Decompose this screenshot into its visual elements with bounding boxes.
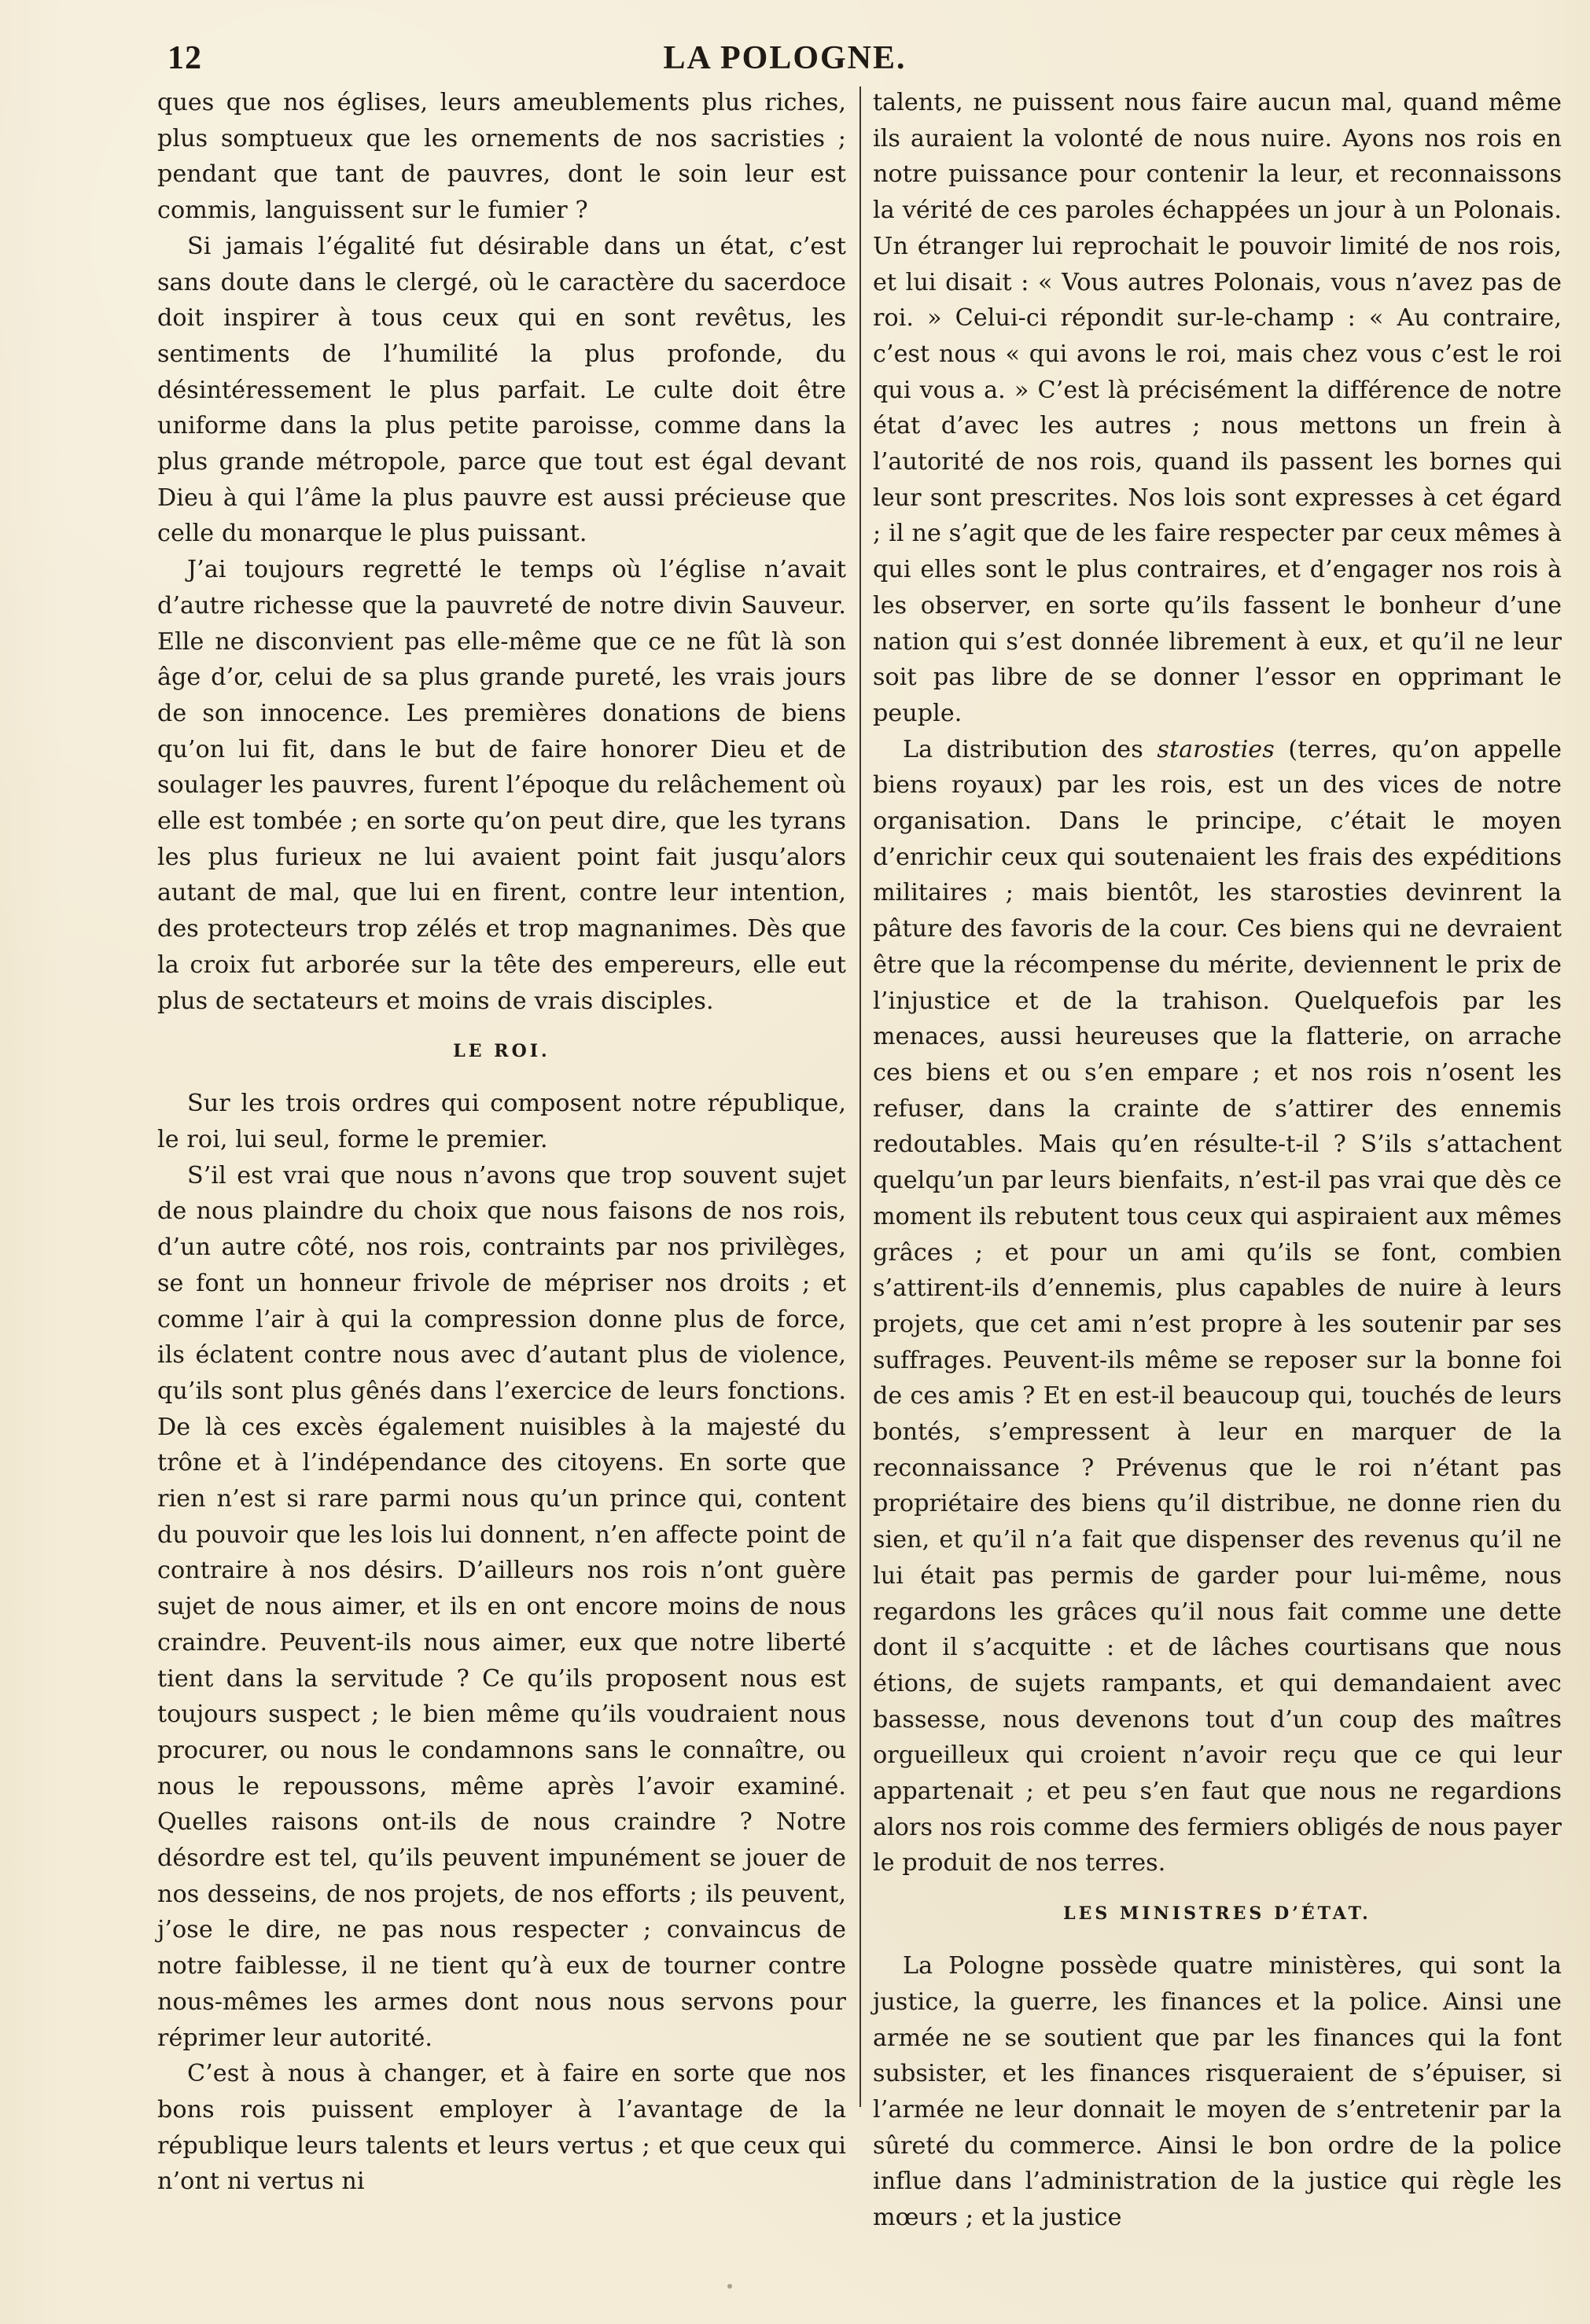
running-title: LA POLOGNE.	[663, 40, 907, 76]
right-paragraph-2-start: La distribution des	[903, 735, 1158, 763]
right-paragraph-2	[873, 732, 1562, 1882]
column-divider	[859, 86, 861, 2107]
left-paragraph-3: J’ai toujours regretté le temps où l’église n’avait d’autre richesse que la pauvreté de notre divin Sauveur. Elle ne disconvient pas elle-même que ce ne fût là son âge d’or, celui de sa plus grande pureté, les vrais jours de son innocence. Les premières donations de biens qu’on lui fit, dans le but de faire honorer Dieu et de soulager les pauvres, furent l’époque du relâchement où elle est tombée ; en sorte qu’on peut dire, que les tyrans les plus furieux ne lui avaient point fait jusqu’alors autant de mal, que lui en firent, contre leur intention, des protecteurs trop zélés et trop magnanimes. Dès que la croix fut arborée sur la tête des empereurs, elle eut plus de sectateurs et moins de vrais disciples.	[157, 556, 846, 1015]
starosties-term: starosties	[1157, 735, 1275, 763]
left-column	[157, 85, 846, 2196]
right-paragraph-1: talents, ne puissent nous faire aucun mal, quand même ils auraient la volonté de nous nuire. Ayons nos rois en notre puissance pour contenir la leur, et reconnaissons la vérité de ces paroles échappées un jour à un Polonais. Un étranger lui reprochait le pouvoir limité de nos rois, et lui disait : « Vous autres Polonais, vous n’avez pas de roi. » Celui-ci répondit sur-le-champ : « Au contraire, c’est nous « qui avons le roi, mais chez vous c’est le roi qui vous a. » C’est là précisément la différence de notre état d’avec les autres ; nous mettons un frein à l’autorité de nos rois, quand ils passent les bornes qui leur sont prescrites. Nos lois sont expresses à cet égard ; il ne s’agit que de les faire respecter par ceux mêmes à qui elles sont le plus contraires, et d’engager nos rois à les observer, en sorte qu’ils fassent le bonheur d’une nation qui s’est donnée librement à eux, et qu’il ne leur soit pas libre de se donner l’essor en opprimant le peuple.	[873, 89, 1562, 727]
page-number: 12	[167, 40, 202, 76]
section-heading-le-roi: LE ROI.	[453, 1041, 550, 1062]
left-paragraph-5: S’il est vrai que nous n’avons que trop souvent sujet de nous plaindre du choix que nous faisons de nos rois, d’un autre côté, nos rois, contraints par nos privilèges, se font un honneur frivole de mépriser nos droits ; et comme l’air à qui la compression donne plus de force, ils éclatent contre nous avec d’autant plus de violence, qu’ils sont plus gênés dans l’exercice de leurs fonctions. De là ces excès également nuisibles à la majesté du trône et à l’indépendance des citoyens. En sorte que rien n’est si rare parmi nous qu’un prince qui, content du pouvoir que les lois lui donnent, n’en affecte point de contraire à nos désirs. D’ailleurs nos rois n’ont guère sujet de nous aimer, et ils en ont encore moins de nous craindre. Peuvent-ils nous aimer, eux que notre liberté tient dans la servitude ? Ce qu’ils proposent nous est toujours suspect ; le bien même qu’ils voudraient nous procurer, ou nous le condamnons sans le connaître, ou nous le repoussons, même après l’avoir examiné. Quelles raisons ont-ils de nous craindre ? Notre désordre est tel, qu’ils peuvent impunément se jouer de nos desseins, de nos projets, de nos efforts ; ils peuvent, j’ose le dire, ne pas nous respecter ; convaincus de notre faiblesse, il ne tient qu’à eux de tourner contre nous-mêmes les armes dont nous nous servons pour réprimer leur autorité.	[157, 1161, 846, 2052]
page-header	[167, 36, 1402, 80]
left-paragraph-6: C’est à nous à changer, et à faire en sorte que nos bons rois puissent employer à l’avantage de la république leurs talents et leurs vertus ; et que ceux qui n’ont ni vertus ni	[157, 2060, 846, 2196]
right-paragraph-3: La Pologne possède quatre ministères, qui sont la justice, la guerre, les finances et la police. Ainsi une armée ne se soutient que par les finances qui la font subsister, et les finances risqueraient de s’épuiser, si l’armée ne leur donnait le moyen de s’entretenir par la sûreté du commerce. Ainsi le bon ordre de la police influe dans l’administration de la justice qui règle les mœurs ; et la justice	[873, 1952, 1562, 2232]
paper-speck	[727, 2284, 732, 2289]
section-heading-ministres-d-etat: LES MINISTRES D’ÉTAT.	[1063, 1903, 1371, 1925]
text-columns	[157, 85, 1562, 2232]
left-paragraph-2: Si jamais l’égalité fut désirable dans un état, c’est sans doute dans le clergé, où le caractère du sacerdoce doit inspirer à tous ceux qui en sont revêtus, les sentiments de l’humilité la plus profonde, du désintéressement le plus parfait. Le culte doit être uniforme dans la plus petite paroisse, comme dans la plus grande métropole, parce que tout est égal devant Dieu à qui l’âme la plus pauvre est aussi précieuse que celle du monarque le plus puissant.	[157, 232, 846, 548]
right-column	[873, 85, 1562, 2232]
left-paragraph-4: Sur les trois ordres qui composent notre république, le roi, lui seul, forme le premier.	[157, 1090, 846, 1153]
right-paragraph-2-end: (terres, qu’on appelle biens royaux) par les rois, est un des vices de notre organisation. Dans le principe, c’était le moyen d’enrichir ceux qui soutenaient les frais des expéditions militaires ; mais bientôt, les starosties devinrent la pâture des favoris de la cour. Ces biens qui ne devraient être que la récompense du mérite, deviennent le prix de l’injustice et de la trahison. Quelquefois par les menaces, aussi heureuses que la flatterie, on arrache ces biens et ou s’en empare ; et nos rois n’osent les refuser, dans la crainte de s’attirer des ennemis redoutables. Mais qu’en résulte-t-il ? S’ils s’attachent quelqu’un par leurs bienfaits, n’est-il pas vrai que dès ce moment ils rebutent tous ceux qui aspiraient aux mêmes grâces ; et pour un ami qu’ils se font, combien s’attirent-ils d’ennemis, plus capables de nuire à leurs projets, que cet ami n’est propre à les soutenir par ses suffrages. Peuvent-ils même se reposer sur la bonne foi de ces amis ? Et en est-il beaucoup qui, touchés de leurs bontés, s’empressent à leur en marquer de la reconnaissance ? Prévenus que le roi n’étant pas propriétaire des biens qu’il distribue, ne donne rien du sien, et qu’il n’a fait que dispenser des revenus qu’il ne lui était pas permis de garder pour lui-même, nous regardons les grâces qu’il nous fait comme une dette dont il s’acquitte : et de lâches courtisans que nous étions, de sujets rampants, et qui demandaient avec bassesse, nous devenons tout d’un coup des maîtres orgueilleux qui croient n’avoir reçu que ce qui leur appartenait ; et peu s’en faut que nous ne regardions alors nos rois comme des fermiers obligés de nous payer le produit de nos terres.	[873, 735, 1562, 1877]
left-paragraph-1: ques que nos églises, leurs ameublements plus riches, plus somptueux que les ornements de nos sacristies ; pendant que tant de pauvres, dont le soin leur est commis, languissent sur le fumier ?	[157, 89, 846, 225]
